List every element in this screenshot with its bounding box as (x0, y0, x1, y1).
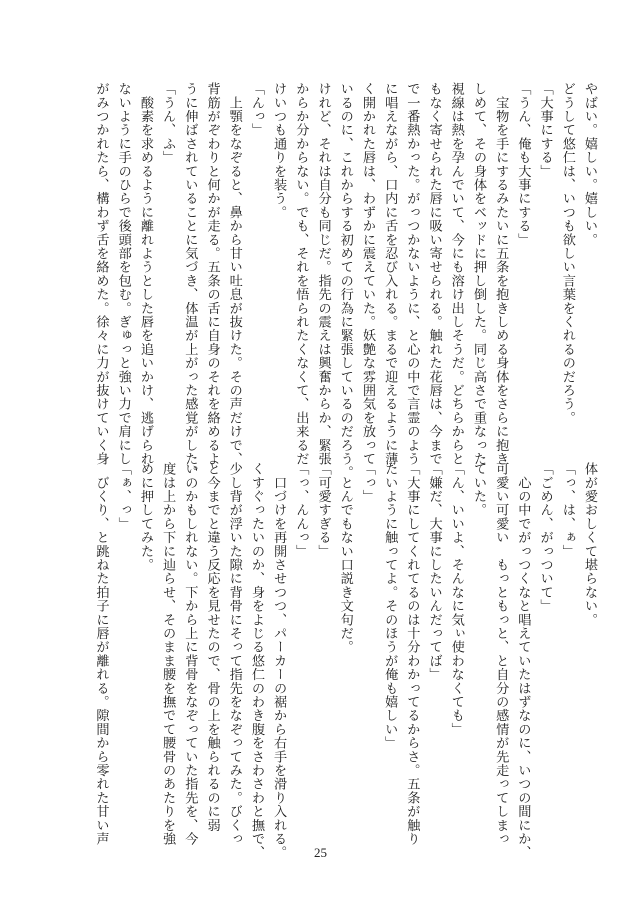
text-line: 「っ、んんっ」 (293, 462, 309, 558)
text-line: 「可愛すぎる」 (315, 462, 331, 558)
text-line: たいように触ってよ。そのほうが俺も嬉しい」 (382, 462, 398, 750)
text-line: 「嫌だ、大事にしたいんだってば」 (426, 462, 442, 682)
text-line: 上顎をなぞると、鼻から甘い吐息が抜けた。その声だけで、 (226, 82, 242, 466)
text-line: に唱えながら、口内に舌を忍び入れる。まるで迎えるように薄 (382, 82, 398, 466)
text-line: もなく寄せられた唇に吸い寄せられる。触れた花唇は、今まで (426, 82, 442, 466)
text-line: 「大事にする」 (537, 82, 553, 178)
text-line: 度は上から下に辿らせ、そのまま腰を撫でて腰骨のあたりを強 (160, 462, 176, 846)
text-line: からか分からない。でも、それを悟られたくなくて、出来るだ (293, 82, 309, 466)
text-line: 「っ」 (359, 462, 375, 504)
text-line: く開かれた唇は、わずかに震えていた。妖艶な雰囲気を放って (359, 82, 375, 466)
text-line: しめて、その身体をベッドに押し倒した。同じ高さで重なった (470, 82, 486, 466)
text-line: 口づけを再開させつつ、パーカーの裾から右手を滑り入れる。 (271, 462, 287, 860)
text-line: 酸素を求めるように離れようとした唇を追いかけ、逃げられ (137, 82, 153, 466)
text-line: 「んっ」 (248, 82, 264, 137)
text-line: 心の中でがっつくなと唱えていたはずなのに、いつの間にか、 (515, 462, 531, 860)
text-line: 「ん、いいよ、そんなに気ぃ使わなくても」 (448, 462, 464, 736)
text-line: 「ごめん、がっついて」 (537, 462, 553, 613)
text-line: 「ぁ、っ」 (115, 462, 131, 531)
page-number: 25 (314, 845, 327, 860)
text-line: と今までと違う反応を見せたので、骨の上を触られるのに弱 (204, 462, 220, 832)
text-line: やばい。嬉しい。嬉しい。 (582, 82, 597, 247)
text-line: 「っ、は、ぁ」 (559, 462, 575, 558)
text-line: うに伸ばされていることに気づき、体温が上がった感覚がした。 (182, 82, 198, 480)
text-line: 「うん、俺も大事にする」 (515, 82, 531, 247)
text-line: 少し背が浮いた隙に背骨にそって指先をなぞってみた。びくっ (226, 462, 242, 846)
text-line: びくり、と跳ねた拍子に唇が離れる。隙間から零れた甘い声 (93, 462, 109, 846)
text-line: がみつかれたら、構わず舌を絡めた。徐々に力が抜けていく身 (93, 82, 109, 466)
text-line: 体が愛おしくて堪らない。 (582, 462, 597, 627)
text-line: いのかもしれない。下から上に背骨をなぞっていた指先を、今 (182, 462, 198, 846)
text-line: けれど、それは自分も同じだ。指先の震えは興奮からか、緊張 (315, 82, 331, 466)
text-line: とんでもない口説き文句だ。 (337, 462, 353, 654)
text-line: どうして悠仁は、いつも欲しい言葉をくれるのだろう。 (559, 82, 575, 425)
text-line: ないように手のひらで後頭部を包む。ぎゅっと強い力で肩にし (115, 82, 131, 466)
text-line: ていた。 (470, 462, 486, 517)
text-line: 宝物を手にするみたいに五条を抱きしめる身体をさらに抱き (493, 82, 509, 466)
text-line: 背筋がぞわりと何かが走る。五条の舌に自身のそれを絡めるよ (204, 82, 220, 466)
text-line: 可愛い可愛い もっともっと、と自分の感情が先走ってしまっ (493, 462, 509, 846)
text-line: 「大事にしてくれてるのは十分わかってるからさ。五条が触り (404, 462, 420, 846)
text-line: で一番熱かった。がっつかないように、と心の中で言霊のよう (404, 82, 420, 466)
text-line: 視線は熱を孕んでいて、今にも溶け出しそうだ。どちらからと (448, 82, 464, 466)
text-line: めに押してみた。 (137, 462, 153, 572)
text-line: いるのに、これからする初めての行為に緊張しているのだろう。 (337, 82, 353, 480)
upper-text-block (70, 82, 600, 480)
text-line: 「うん、ふ」 (160, 82, 176, 165)
text-line: けいつも通りを装う。 (271, 82, 287, 219)
text-line: くすぐったいのか、身をよじる悠仁のわき腹をさわさわと撫で、 (248, 462, 264, 860)
